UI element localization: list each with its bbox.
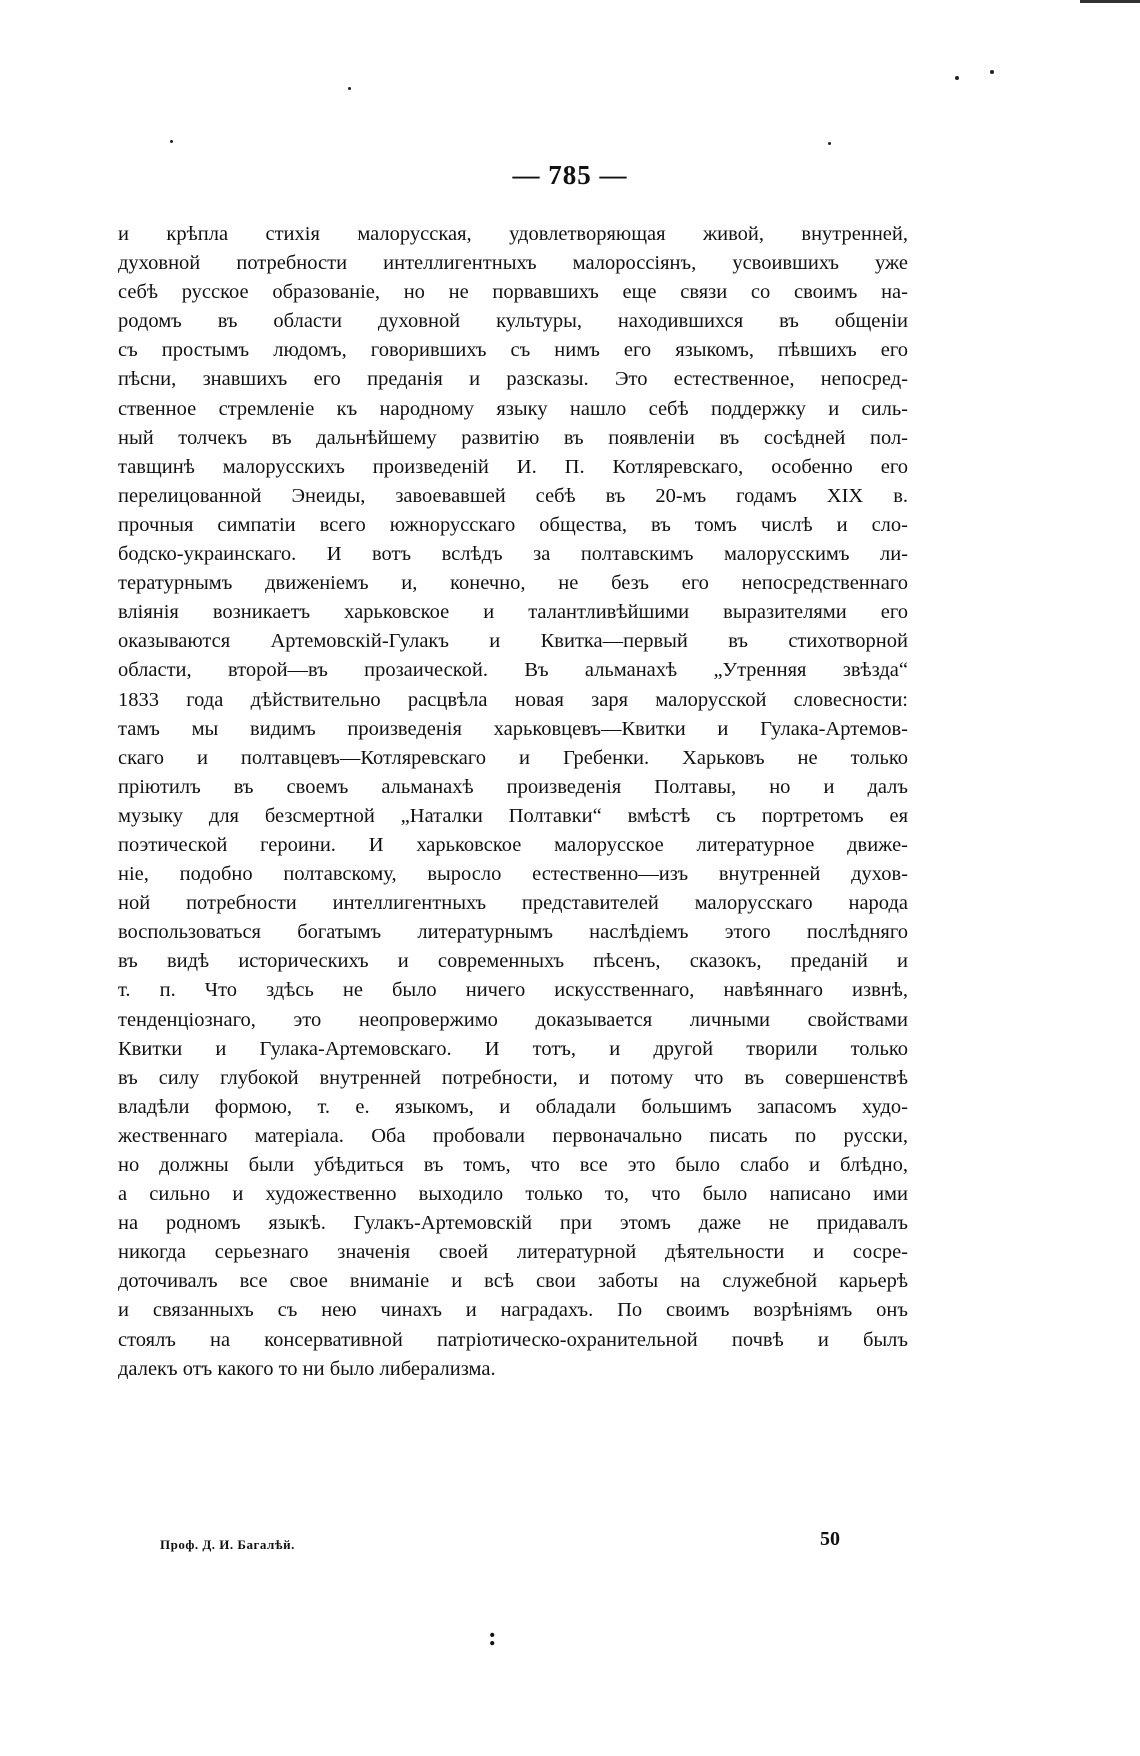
text-line: ной потребности интеллигентныхъ представителей малорусскаго народа bbox=[118, 892, 908, 915]
text-line: доточивалъ все свое вниманіе и всѣ свои заботы на служебной карьерѣ bbox=[118, 1270, 908, 1293]
text-line: 1833 года дѣйствительно расцвѣла новая заря малорусской словесности: bbox=[118, 688, 908, 711]
scan-speck bbox=[990, 70, 994, 74]
text-line: стоялъ на консервативной патріотическо-охранительной почвѣ и былъ bbox=[118, 1328, 908, 1351]
text-line: тавщинѣ малорусскихъ произведеній И. П. Котляревскаго, особенно его bbox=[118, 455, 908, 478]
text-line: тенденціознаго, это неопровержимо доказывается личными свойствами bbox=[118, 1008, 908, 1031]
scan-speck bbox=[170, 140, 173, 143]
text-line: вліянія возникаетъ харьковское и талантливѣйшими выразителями его bbox=[118, 601, 908, 624]
text-line: музыку для безсмертной „Наталки Полтавки“ вмѣстѣ съ портретомъ ея bbox=[118, 804, 908, 827]
body-text bbox=[118, 220, 908, 1384]
signature-mark: 50 bbox=[820, 1528, 840, 1550]
text-line: а сильно и художественно выходило только то, что было написано ими bbox=[118, 1183, 908, 1206]
text-line: и связанныхъ съ нею чинахъ и наградахъ. По своимъ возрѣніямъ онъ bbox=[118, 1299, 908, 1322]
text-line: тературнымъ движеніемъ и, конечно, не безъ его непосредственнаго bbox=[118, 572, 908, 595]
text-line: родомъ въ области духовной культуры, находившихся въ общеніи bbox=[118, 310, 908, 333]
text-line: жественнаго матеріала. Оба пробовали первоначально писать по русски, bbox=[118, 1124, 908, 1147]
scan-speck bbox=[348, 87, 351, 90]
text-line: ственное стремленіе къ народному языку нашло себѣ поддержку и силь- bbox=[118, 397, 908, 420]
text-line: въ видѣ историческихъ и современныхъ пѣсенъ, сказокъ, преданій и bbox=[118, 950, 908, 973]
text-line: никогда серьезнаго значенія своей литературной дѣятельности и сосре- bbox=[118, 1241, 908, 1264]
text-line: духовной потребности интеллигентныхъ малороссіянъ, усвоившихъ уже bbox=[118, 252, 908, 275]
text-line: себѣ русское образованіе, но не порвавшихъ еще связи со своимъ на- bbox=[118, 281, 908, 304]
text-line: пріютилъ въ своемъ альманахѣ произведенія Полтавы, но и далъ bbox=[118, 775, 908, 798]
text-line: ніе, подобно полтавскому, выросло естественно—изъ внутренней духов- bbox=[118, 863, 908, 886]
text-line: оказываются Артемовскій-Гулакъ и Квитка—первый въ стихотворной bbox=[118, 630, 908, 653]
page-number: — 785 — bbox=[512, 160, 628, 190]
text-line: въ силу глубокой внутренней потребности, и потому что въ совершенствѣ bbox=[118, 1066, 908, 1089]
scan-speck bbox=[955, 76, 959, 80]
text-line: области, второй—въ прозаической. Въ альманахѣ „Утренняя звѣзда“ bbox=[118, 659, 908, 682]
text-line: на родномъ языкѣ. Гулакъ-Артемовскій при этомъ даже не придавалъ bbox=[118, 1212, 908, 1235]
text-line: съ простымъ людомъ, говорившихъ съ нимъ его языкомъ, пѣвшихъ его bbox=[118, 339, 908, 362]
text-line: далекъ отъ какого то ни было либерализма. bbox=[118, 1357, 496, 1380]
text-line: пѣсни, знавшихъ его преданія и разсказы. Это естественное, непосред- bbox=[118, 368, 908, 391]
footer-author: Проф. Д. И. Багалѣй. bbox=[160, 1537, 295, 1552]
text-line: поэтической героини. И харьковское малорусское литературное движе- bbox=[118, 833, 908, 856]
text-line: владѣли формою, т. е. языкомъ, и обладали большимъ запасомъ худо- bbox=[118, 1095, 908, 1118]
bottom-mark: : bbox=[488, 1622, 497, 1651]
text-line: перелицованной Энеиды, завоевавшей себѣ въ 20-мъ годамъ XIX в. bbox=[118, 484, 908, 507]
text-line: бодско-украинскаго. И вотъ вслѣдъ за полтавскимъ малорусскимъ ли- bbox=[118, 543, 908, 566]
text-line: т. п. Что здѣсь не было ничего искусственнаго, навѣяннаго извнѣ, bbox=[118, 979, 908, 1002]
text-line: Квитки и Гулака-Артемовскаго. И тотъ, и другой творили только bbox=[118, 1037, 908, 1060]
scan-speck bbox=[828, 142, 831, 145]
text-line: тамъ мы видимъ произведенія харьковцевъ—Квитки и Гулака-Артемов- bbox=[118, 717, 908, 740]
text-line: скаго и полтавцевъ—Котляревскаго и Гребенки. Харьковъ не только bbox=[118, 746, 908, 769]
text-line: но должны были убѣдиться въ томъ, что все это было слабо и блѣдно, bbox=[118, 1154, 908, 1176]
text-line: прочныя симпатіи всего южнорусскаго общества, въ томъ числѣ и сло- bbox=[118, 513, 908, 536]
text-line: воспользоваться богатымъ литературнымъ наслѣдіемъ этого послѣдняго bbox=[118, 921, 908, 944]
text-line: и крѣпла стихія малорусская, удовлетворяющая живой, внутренней, bbox=[118, 223, 908, 245]
text-line: ный толчекъ въ дальнѣйшему развитію въ появленіи въ сосѣдней пол- bbox=[118, 426, 908, 449]
scan-edge-mark bbox=[1080, 0, 1140, 3]
